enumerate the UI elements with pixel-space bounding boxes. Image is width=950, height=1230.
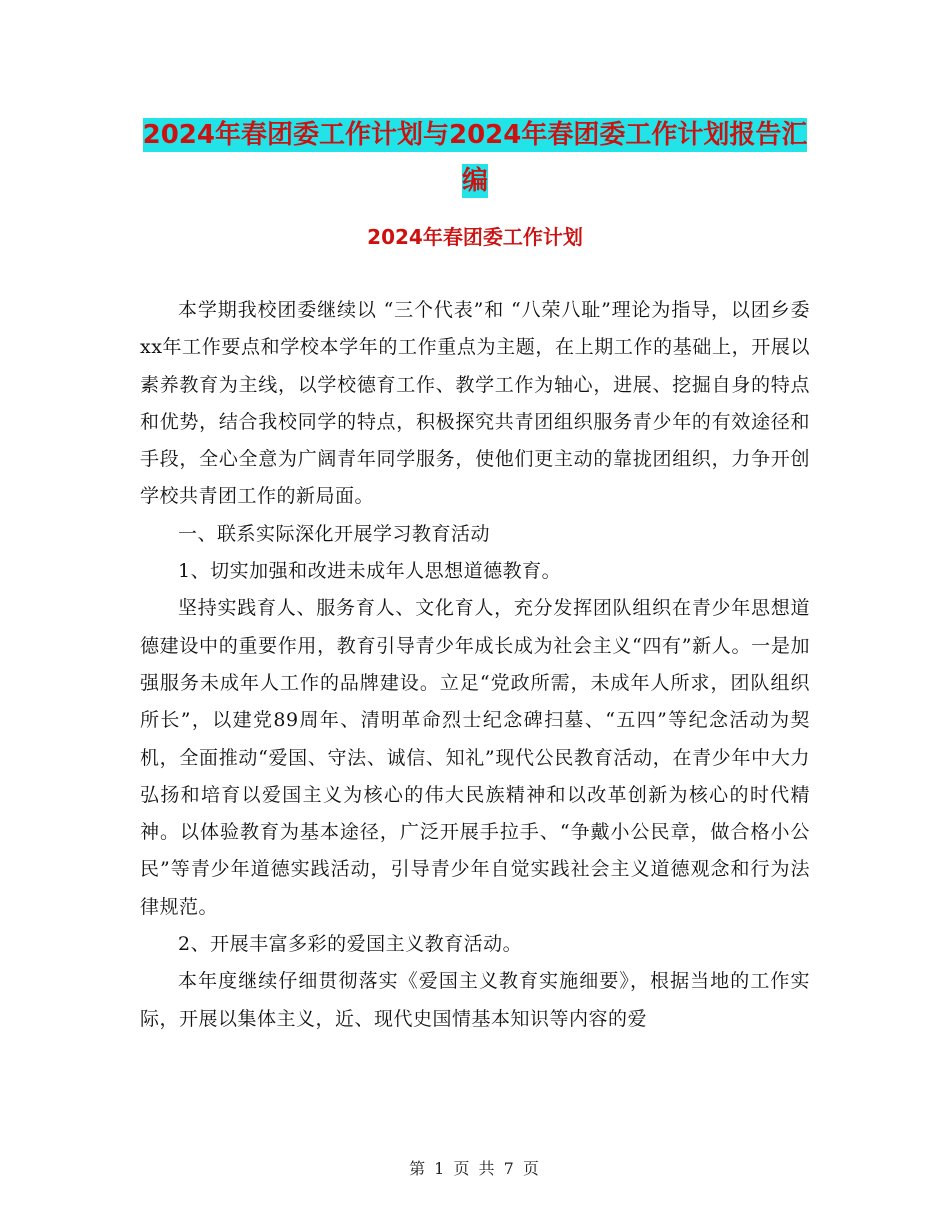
document-body <box>140 292 810 1038</box>
paragraph-1: 坚持实践育人、服务育人、文化育人，充分发挥团队组织在青少年思想道德建设中的重要作用，教育引导青少年成长成为社会主义“四有”新人。一是加强服务未成年人工作的品牌建设。立足“党政所需，未成年人所求，团队组织所长”，以建党89周年、清明革命烈士纪念碑扫墓、“五四”等纪念活动为契机，全面推动“爱国、守法、诚信、知礼”现代公民教育活动，在青少年中大力弘扬和培育以爱国主义为核心的伟大民族精神和以改革创新为核心的时代精神。以体验教育为基本途径，广泛开展手拉手、“争戴小公民章，做合格小公民”等青少年道德实践活动，引导青少年自觉实践社会主义道德观念和行为法律规范。 <box>140 597 810 918</box>
document-title <box>140 112 810 204</box>
paragraph-2: 本年度继续仔细贯彻落实《爱国主义教育实施细要》，根据当地的工作实际，开展以集体主义，近、现代史国情基本知识等内容的爱 <box>140 970 810 1030</box>
subheading-1: 1、切实加强和改进未成年人思想道德教育。 <box>178 560 562 583</box>
section-title: 2024年春团委工作计划 <box>367 225 583 249</box>
page-footer: 第 1 页 共 7 页 <box>409 1159 541 1178</box>
document-title-text: 2024年春团委工作计划与2024年春团委工作计划报告汇编 <box>142 120 808 196</box>
paragraph-intro: 本学期我校团委继续以 “三个代表”和 “八荣八耻”理论为指导，以团乡委xx年工作要点和学校本学年的工作重点为主题，在上期工作的基础上，开展以素养教育为主线，以学校德育工作、教学工作为轴心，进展、挖掘自身的特点和优势，结合我校同学的特点，积极探究共青团组织服务青少年的有效途径和手段，全心全意为广阔青年同学服务，使他们更主动的靠拢团组织，力争开创学校共青团工作的新局面。 <box>140 299 810 508</box>
heading-section-1: 一、联系实际深化开展学习教育活动 <box>178 522 491 545</box>
subheading-2: 2、开展丰富多彩的爱国主义教育活动。 <box>178 933 523 956</box>
